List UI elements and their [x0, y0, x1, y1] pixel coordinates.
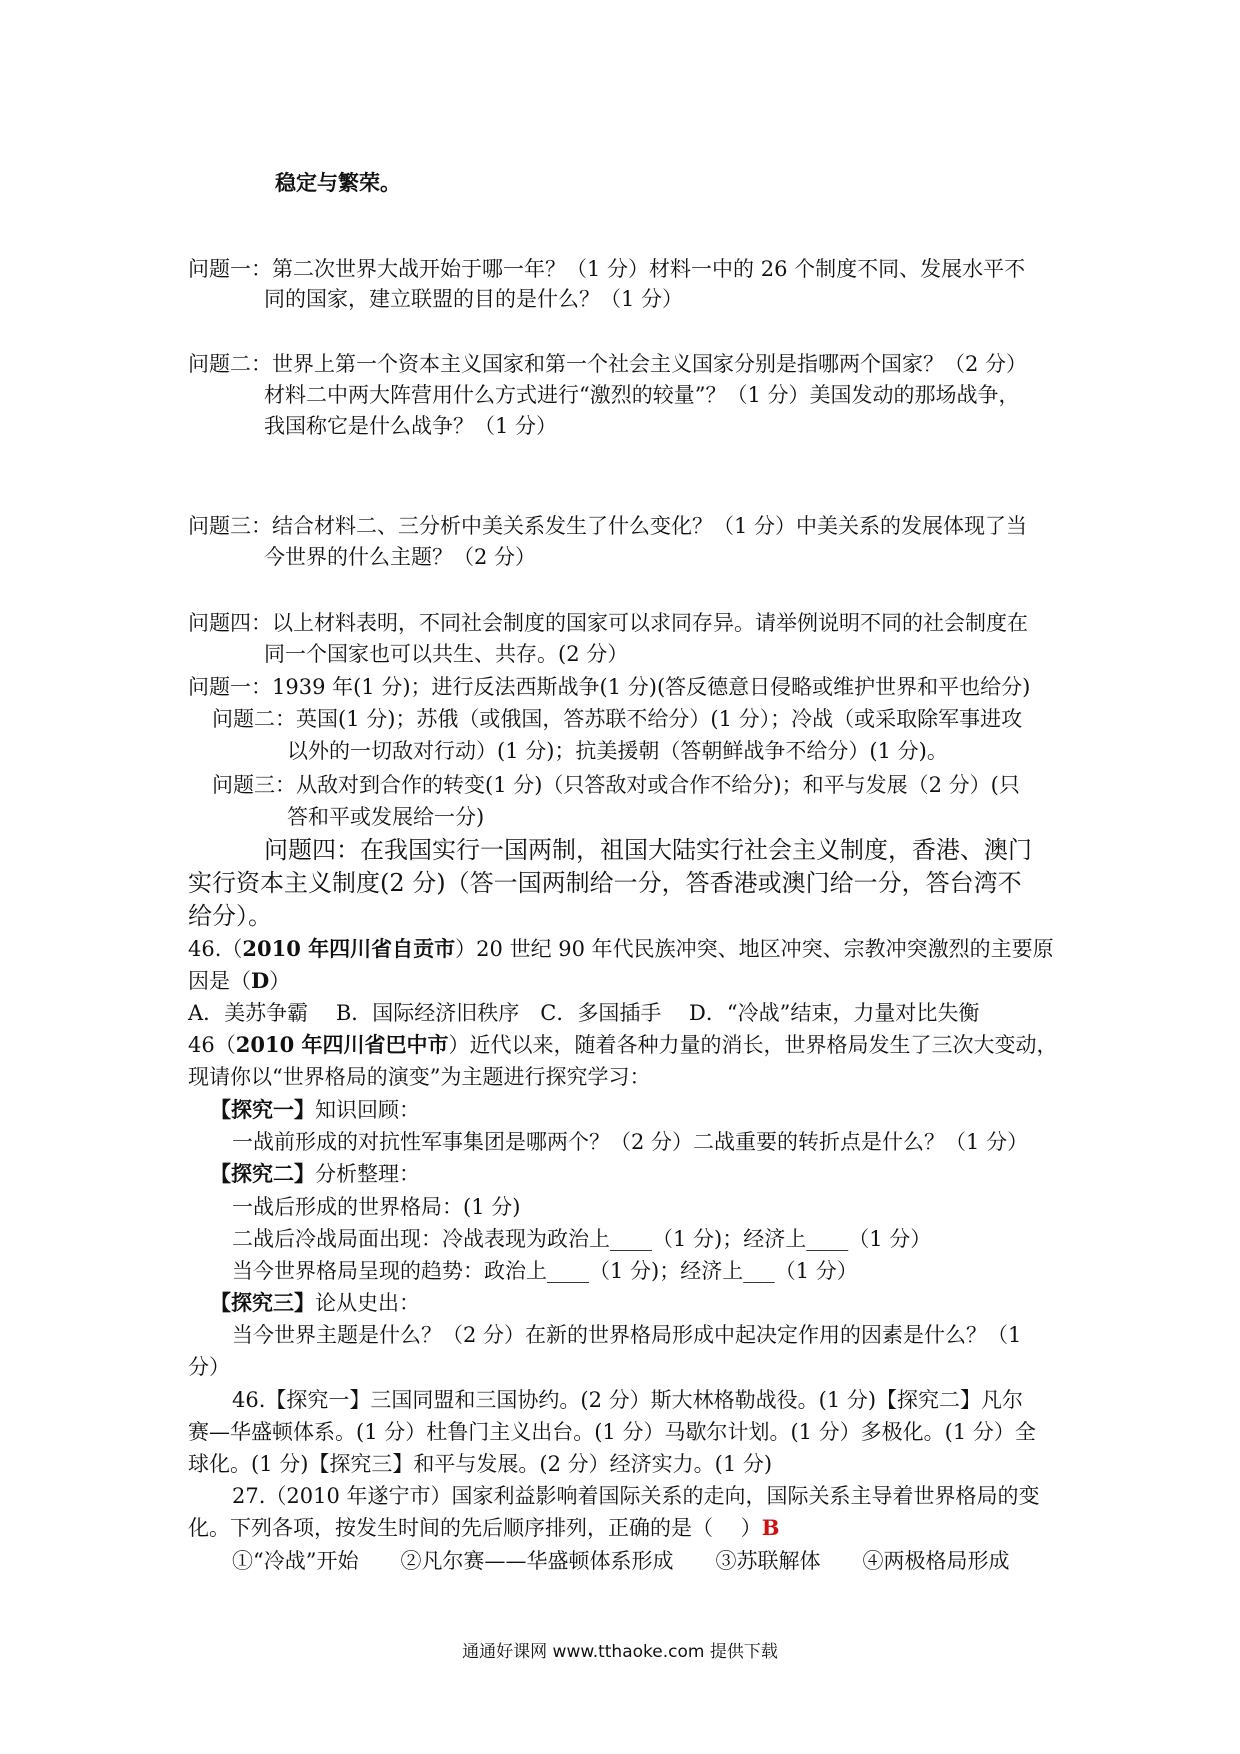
answer-4-line-3: 给分）。: [188, 902, 272, 930]
question-text: ）近代以来，随着各种力量的消长，世界格局发生了三次大变动，: [448, 1033, 1058, 1057]
explore-3-question-cont: 分）: [188, 1355, 230, 1379]
question-2-line-2: 材料二中两大阵营用什么方式进行“激烈的较量”？（1 分）美国发动的那场战争，: [264, 383, 1020, 407]
explore-2-question-1: 一战后形成的世界格局：(1 分): [232, 1195, 521, 1219]
page-footer: 通通好课网 www.tthaoke.com 提供下载: [462, 1642, 778, 1662]
question-text: ）20 世纪 90 年代民族冲突、地区冲突、宗教冲突激烈的主要原: [455, 937, 1054, 961]
explore-2-question-2: 二战后冷战局面出现：冷战表现为政治上____（1 分)；经济上____（1 分）: [232, 1227, 932, 1251]
question-1-line-1: 问题一：第二次世界大战开始于哪一年？（1 分）材料一中的 26 个制度不同、发展水平不: [188, 257, 1026, 281]
question-27-options: ①“冷战”开始 ②凡尔赛——华盛顿体系形成 ③苏联解体 ④两极格局形成: [232, 1549, 1010, 1573]
question-source: 2010 年四川省巴中市: [235, 1032, 449, 1057]
question-46-zigong-options: A．美苏争霸 B．国际经济旧秩序 C．多国插手 D．“冷战”结束，力量对比失衡: [188, 1001, 980, 1025]
answer-4-line-1: 问题四：在我国实行一国两制，祖国大陆实行社会主义制度，香港、澳门: [264, 836, 1032, 864]
answer-1-line: 问题一：1939 年(1 分)；进行反法西斯战争(1 分)(答反德意日侵略或维护世界和平也给分): [188, 675, 1031, 699]
question-text: 因是（: [188, 969, 251, 993]
continuation-line: 稳定与繁荣。: [275, 170, 401, 195]
question-3-line-2: 今世界的什么主题？（2 分）: [264, 545, 537, 569]
question-1-line-2: 同的国家，建立联盟的目的是什么？（1 分）: [264, 287, 684, 311]
question-46-zigong-line-2: [188, 966, 290, 996]
question-3-line-1: 问题三：结合材料二、三分析中美关系发生了什么变化？（1 分）中美关系的发展体现了当: [188, 514, 1028, 538]
answer-letter: D: [251, 968, 270, 993]
answer-3-line-1: 问题三：从敌对到合作的转变(1 分)（只答敌对或合作不给分)；和平与发展（2 分）(只: [212, 773, 1020, 797]
answer-46-line-2: 赛—华盛顿体系。(1 分）杜鲁门主义出台。(1 分）马歇尔计划。(1 分）多极化。(1 分）全: [188, 1420, 1036, 1444]
answer-3-line-2: 答和平或发展给一分): [287, 805, 485, 829]
question-46-bazhong-line-2: 现请你以“世界格局的演变”为主题进行探究学习：: [188, 1065, 651, 1089]
answer-letter: B: [761, 1515, 780, 1540]
explore-tag: 【探究三】: [210, 1290, 315, 1315]
answer-46-line-3: 球化。(1 分)【探究三】和平与发展。(2 分）经济实力。(1 分): [188, 1452, 773, 1476]
question-text: 化。下列各项，按发生时间的先后顺序排列，正确的是（ ）: [188, 1516, 762, 1540]
explore-1-heading: [210, 1095, 420, 1125]
explore-3-question: 当今世界主题是什么？（2 分）在新的世界格局形成中起决定作用的因素是什么？（1: [232, 1323, 1022, 1347]
answer-2-line-2: 以外的一切敌对行动）(1 分)；抗美援朝（答朝鲜战争不给分）(1 分)。: [287, 739, 948, 763]
question-4-line-1: 问题四：以上材料表明，不同社会制度的国家可以求同存异。请举例说明不同的社会制度在: [188, 611, 1028, 635]
question-2-line-3: 我国称它是什么战争？（1 分）: [264, 414, 558, 438]
explore-tag: 【探究二】: [210, 1161, 315, 1186]
question-source: 2010 年四川省自贡市: [242, 936, 456, 961]
explore-2-question-3: 当今世界格局呈现的趋势：政治上____（1 分)；经济上___（1 分）: [232, 1259, 858, 1283]
explore-title: 知识回顾：: [315, 1098, 420, 1122]
answer-4-line-2: 实行资本主义制度(2 分)（答一国两制给一分，答香港或澳门给一分，答台湾不: [188, 869, 1022, 897]
explore-tag: 【探究一】: [210, 1097, 315, 1122]
question-27-line-1: 27.（2010 年遂宁市）国家利益影响着国际关系的走向，国际关系主导着世界格局的变: [232, 1484, 1040, 1508]
question-27-line-2: [188, 1513, 779, 1543]
explore-title: 分析整理：: [315, 1162, 420, 1186]
explore-1-question: 一战前形成的对抗性军事集团是哪两个？（2 分）二战重要的转折点是什么？（1 分）: [232, 1130, 1029, 1154]
answer-46-line-1: 46.【探究一】三国同盟和三国协约。(2 分）斯大林格勒战役。(1 分)【探究二】凡尔: [232, 1388, 1024, 1412]
question-number: 46（: [188, 1033, 236, 1057]
explore-3-heading: [210, 1288, 420, 1318]
answer-2-line-1: 问题二：英国(1 分)；苏俄（或俄国，答苏联不给分）(1 分）；冷战（或采取除军事进攻: [212, 707, 1023, 731]
question-2-line-1: 问题二：世界上第一个资本主义国家和第一个社会主义国家分别是指哪两个国家？（2 分）: [188, 352, 1028, 376]
explore-2-heading: [210, 1159, 420, 1189]
question-46-zigong-line-1: [188, 934, 1054, 964]
question-46-bazhong-line-1: [188, 1030, 1058, 1060]
question-text: ）: [269, 969, 291, 993]
question-number: 46.（: [188, 937, 243, 961]
explore-title: 论从史出：: [315, 1291, 420, 1315]
question-4-line-2: 同一个国家也可以共生、共存。(2 分）: [264, 642, 629, 666]
